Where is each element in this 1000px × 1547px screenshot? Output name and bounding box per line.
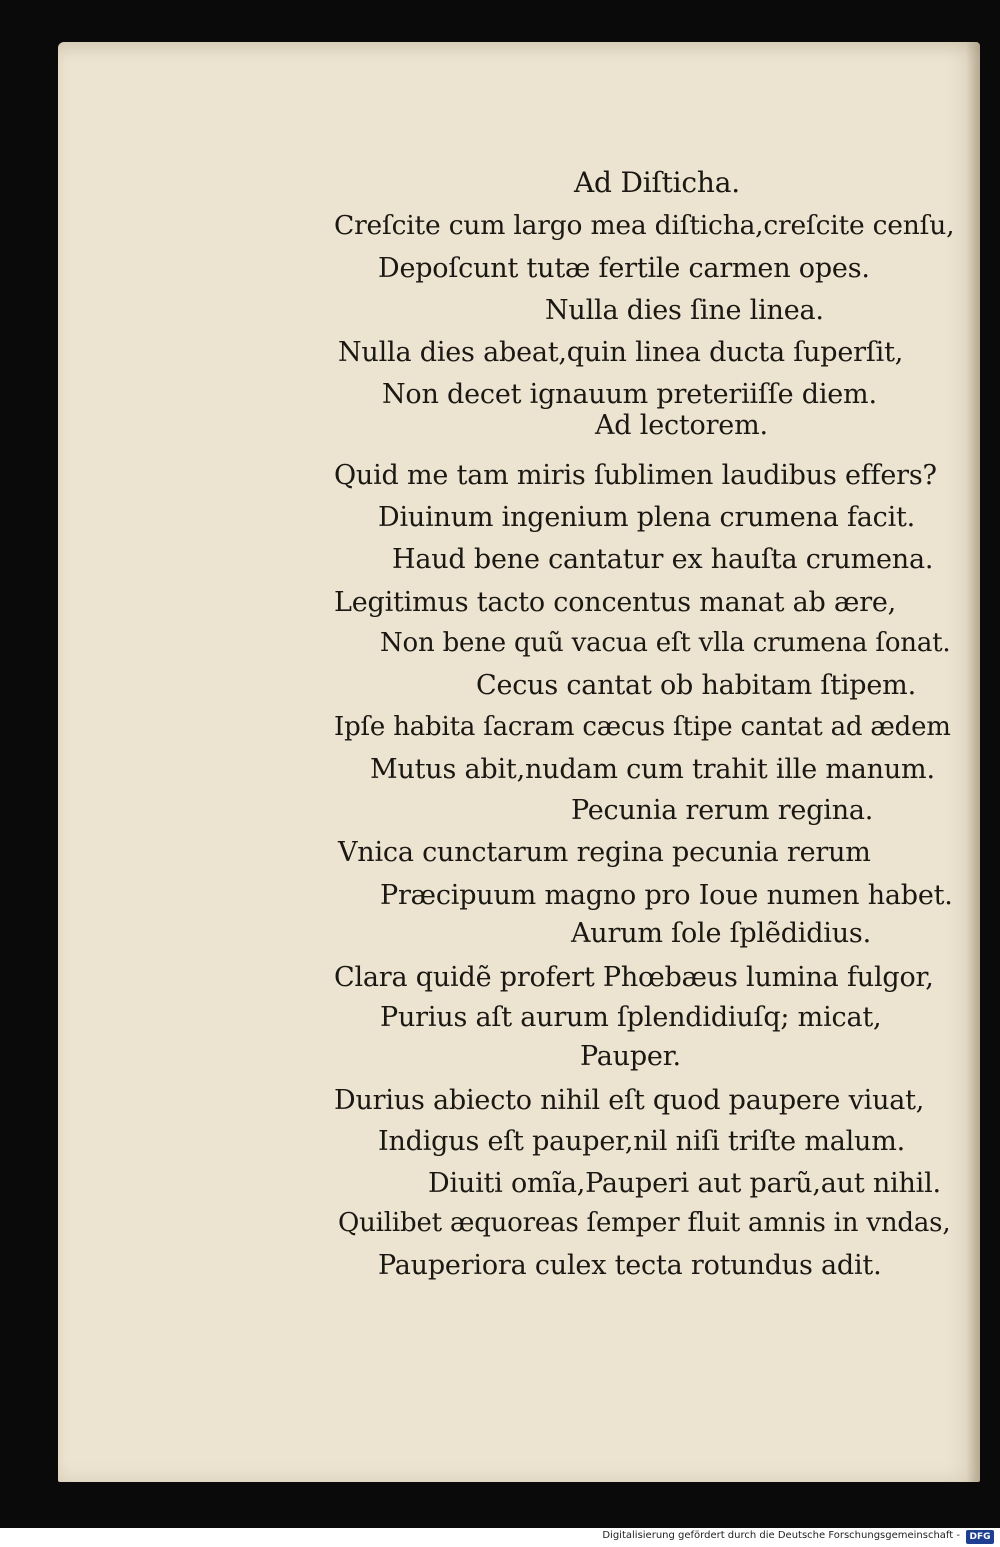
heading-diuiti: Diuiti omĩa,Pauperi aut parũ,aut nihil.	[428, 1168, 941, 1199]
verse-line: Legitimus tacto concentus manat ab ære,	[334, 587, 897, 618]
heading-haud-bene: Haud bene cantatur ex hauſta crumena.	[392, 544, 934, 575]
heading-ad-disticha: Ad Diſticha.	[574, 166, 740, 199]
verse-line: Diuinum ingenium plena crumena facit.	[378, 502, 916, 533]
verse-line: Non decet ignauum preteriiſſe diem.	[382, 379, 877, 410]
verse-line: Pauperiora culex tecta rotundus adit.	[378, 1250, 882, 1281]
dfg-logo: DFG	[966, 1530, 994, 1544]
verse-line: Ipſe habita ſacram cæcus ſtipe cantat ad ædem	[334, 712, 951, 742]
heading-ad-lectorem: Ad lectorem.	[595, 410, 768, 441]
verse-line: Nulla dies abeat,quin linea ducta ſuperſit,	[338, 337, 904, 368]
heading-pauper: Pauper.	[580, 1041, 681, 1072]
verse-line: Quilibet æquoreas ſemper fluit amnis in vndas,	[338, 1208, 951, 1238]
verse-line: Purius aſt aurum ſplendidiuſq; micat,	[380, 1002, 882, 1033]
verse-line: Creſcite cum largo mea diſticha,creſcite cenſu,	[334, 210, 955, 241]
verse-line: Indigus eſt pauper,nil niſi triſte malum.	[378, 1126, 906, 1157]
verse-line: Clara quidẽ profert Phœbæus lumina fulgor,	[334, 962, 934, 993]
verse-line: Non bene quũ vacua eſt vlla crumena ſonat.	[380, 628, 951, 658]
page-edge-shadow	[966, 42, 980, 1482]
verse-line: Depoſcunt tutæ fertile carmen opes.	[378, 253, 870, 284]
footer-bar	[0, 1528, 1000, 1547]
heading-aurum-sole: Aurum ſole ſplẽdidius.	[571, 918, 871, 949]
verse-line: Mutus abit,nudam cum trahit ille manum.	[370, 754, 935, 785]
heading-pecunia: Pecunia rerum regina.	[571, 795, 874, 826]
verse-line: Durius abiecto nihil eſt quod paupere viuat,	[334, 1085, 925, 1116]
heading-cecus-cantat: Cecus cantat ob habitam ſtipem.	[476, 670, 916, 701]
digitization-credit: Digitalisierung gefördert durch die Deutsche Forschungsgemeinschaft -	[602, 1530, 960, 1541]
verse-line: Vnica cunctarum regina pecunia rerum	[338, 837, 871, 868]
verse-line: Præcipuum magno pro Ioue numen habet.	[380, 880, 953, 911]
heading-nulla-dies: Nulla dies ſine linea.	[545, 295, 824, 326]
verse-line: Quid me tam miris ſublimen laudibus effers?	[334, 460, 937, 491]
